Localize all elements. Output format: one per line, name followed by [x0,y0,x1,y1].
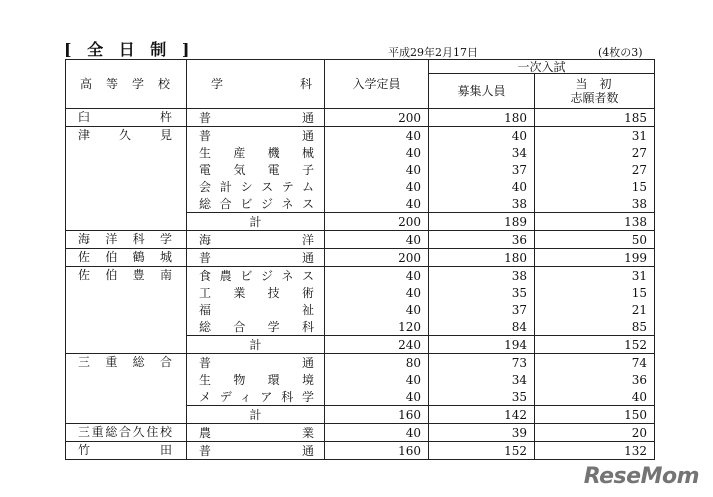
recruits-value: 34 [429,371,535,388]
total-capacity-value: 200 [325,213,429,231]
subject-name: 福祉 [187,301,325,318]
subject-name: 普通 [187,354,325,372]
applicants-value: 31 [535,127,655,145]
subject-name: 総合学科 [187,318,325,336]
total-label: 計 [187,336,325,354]
capacity-value: 40 [325,231,429,249]
applicants-value: 85 [535,318,655,336]
total-applicants-value: 138 [535,213,655,231]
table-row [66,267,655,285]
capacity-value: 40 [325,178,429,195]
header-capacity: 入学定員 [325,60,429,109]
header-applicants-line2: 志願者数 [570,91,619,105]
applicants-value: 15 [535,284,655,301]
applicants-value: 40 [535,388,655,406]
total-recruits-value: 189 [429,213,535,231]
subject-name: 食農ビジネス [187,267,325,285]
recruits-value: 152 [429,442,535,460]
school-name: 佐伯豊南 [66,267,187,354]
recruits-value: 36 [429,231,535,249]
subject-name: 電気電子 [187,161,325,178]
subject-name: 普通 [187,249,325,267]
recruits-value: 40 [429,127,535,145]
header-first-exam: 一次入試 [429,60,655,74]
applicants-value: 27 [535,161,655,178]
subject-name: メディア科学 [187,388,325,406]
header-recruits: 募集人員 [429,74,535,109]
school-name: 臼杵 [66,109,187,127]
recruits-value: 39 [429,424,535,442]
subject-name: 海洋 [187,231,325,249]
applicants-value: 132 [535,442,655,460]
capacity-value: 200 [325,109,429,127]
capacity-value: 40 [325,267,429,285]
capacity-value: 40 [325,284,429,301]
page-number: (4枚の3) [598,46,643,59]
watermark-logo: ReseMom [583,464,699,489]
capacity-value: 40 [325,424,429,442]
capacity-value: 40 [325,301,429,318]
table-row [66,354,655,372]
section-heading: [ 全 日 制 ] [64,40,195,59]
header-applicants [535,74,655,109]
total-recruits-value: 142 [429,406,535,424]
header-school: 高等学校 [66,60,187,109]
recruits-value: 34 [429,144,535,161]
applicants-value: 74 [535,354,655,372]
recruits-value: 84 [429,318,535,336]
subject-name: 普通 [187,109,325,127]
applicants-value: 15 [535,178,655,195]
recruits-value: 35 [429,284,535,301]
table-row [66,249,655,267]
total-recruits-value: 194 [429,336,535,354]
school-name: 津久見 [66,127,187,231]
capacity-value: 120 [325,318,429,336]
school-name: 三重総合久住校 [66,424,187,442]
capacity-value: 80 [325,354,429,372]
total-capacity-value: 240 [325,336,429,354]
total-label: 計 [187,213,325,231]
publication-date: 平成29年2月17日 [388,46,478,59]
enrollment-table [65,59,655,460]
capacity-value: 160 [325,442,429,460]
applicants-value: 21 [535,301,655,318]
table-header [66,60,655,109]
applicants-value: 38 [535,195,655,213]
applicants-value: 31 [535,267,655,285]
school-name: 三重総合 [66,354,187,424]
applicants-value: 36 [535,371,655,388]
recruits-value: 38 [429,195,535,213]
applicants-value: 199 [535,249,655,267]
table-row [66,231,655,249]
subject-name: 工業技術 [187,284,325,301]
table-row [66,127,655,145]
capacity-value: 40 [325,371,429,388]
subject-name: 生物環境 [187,371,325,388]
school-name: 竹田 [66,442,187,460]
subject-name: 普通 [187,442,325,460]
subject-name: 生産機械 [187,144,325,161]
recruits-value: 73 [429,354,535,372]
subject-name: 総合ビジネス [187,195,325,213]
recruits-value: 37 [429,301,535,318]
applicants-value: 27 [535,144,655,161]
total-label: 計 [187,406,325,424]
school-name: 佐伯鶴城 [66,249,187,267]
total-applicants-value: 152 [535,336,655,354]
school-name: 海洋科学 [66,231,187,249]
capacity-value: 40 [325,144,429,161]
table-body [66,109,655,460]
capacity-value: 40 [325,161,429,178]
header-applicants-line1: 当初 [575,77,624,91]
recruits-value: 37 [429,161,535,178]
subject-name: 普通 [187,127,325,145]
recruits-value: 35 [429,388,535,406]
table-row [66,442,655,460]
recruits-value: 38 [429,267,535,285]
recruits-value: 180 [429,109,535,127]
applicants-value: 20 [535,424,655,442]
table-row [66,109,655,127]
applicants-value: 185 [535,109,655,127]
header-subject: 学科 [187,60,325,109]
capacity-value: 40 [325,388,429,406]
capacity-value: 200 [325,249,429,267]
subject-name: 農業 [187,424,325,442]
applicants-value: 50 [535,231,655,249]
recruits-value: 180 [429,249,535,267]
total-applicants-value: 150 [535,406,655,424]
capacity-value: 40 [325,195,429,213]
recruits-value: 40 [429,178,535,195]
capacity-value: 40 [325,127,429,145]
subject-name: 会計システム [187,178,325,195]
table-row [66,424,655,442]
total-capacity-value: 160 [325,406,429,424]
